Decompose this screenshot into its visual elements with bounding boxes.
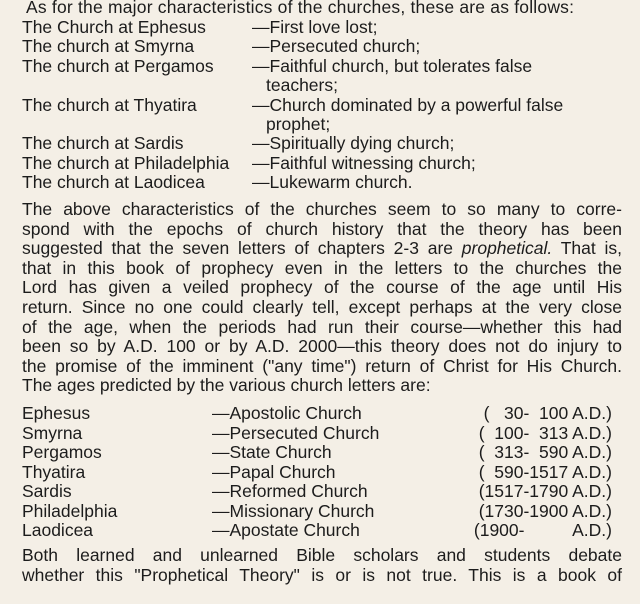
emphasized-word: prophetical.: [461, 238, 553, 259]
age-church: Sardis: [22, 481, 72, 501]
age-range: (1730-1900 A.D.): [478, 500, 612, 521]
paragraph-line: The above characteristics of the churches seem to so many to corre-: [22, 199, 622, 219]
age-period: —Papal Church: [212, 461, 336, 482]
age-church: Philadelphia: [22, 500, 118, 521]
table-row: [22, 521, 622, 541]
paragraph-line: the promise of the imminent ("any time") return of Christ for His Church.: [22, 355, 622, 376]
church-name: The church at Pergamos: [22, 55, 214, 76]
closing-paragraph: [22, 546, 622, 585]
characteristic-row: [22, 134, 622, 153]
age-church: Smyrna: [22, 422, 83, 443]
paragraph-line: Both learned and unlearned Bible scholars and students debate: [22, 545, 622, 565]
paragraph-line: suggested that the seven letters of chapters 2-3 are prophetical. That is,: [22, 238, 622, 259]
age-church: Pergamos: [22, 442, 102, 462]
age-range: ( 313- 590 A.D.): [478, 442, 612, 462]
age-range: (1900- A.D.): [473, 520, 612, 540]
paragraph-line: whether this "Prophetical Theory" is or is not true. This is a book of: [22, 564, 622, 585]
characteristic-row: [22, 96, 622, 115]
characteristic-row: [22, 37, 622, 56]
church-name: The church at Philadelphia: [22, 152, 230, 173]
characteristic-row: [22, 173, 622, 192]
age-range: (1517-1790 A.D.): [478, 481, 612, 501]
characteristic-row: [22, 18, 622, 37]
age-range: ( 590-1517 A.D.): [478, 461, 612, 482]
characteristics-list: [22, 18, 622, 193]
age-period: —Missionary Church: [212, 500, 375, 521]
age-church: Thyatira: [22, 461, 86, 482]
church-characteristic: —Faithful witnessing church;: [252, 152, 476, 173]
body-paragraph: [22, 200, 622, 396]
church-characteristic: —Church dominated by a powerful false: [252, 94, 564, 115]
paragraph-line: of the age, when the periods had run their course—whether this had: [22, 316, 622, 337]
age-range: ( 30- 100 A.D.): [483, 403, 612, 423]
age-period: —Apostolic Church: [212, 403, 362, 423]
church-characteristic-continued: prophet;: [266, 114, 331, 135]
table-row: [22, 482, 622, 502]
table-row: [22, 463, 622, 483]
table-row: [22, 404, 622, 424]
age-range: ( 100- 313 A.D.): [478, 422, 612, 443]
intro-line: As for the major characteristics of the churches, these are as follows:: [26, 0, 575, 17]
paragraph-line: return. Since no one could clearly tell, except perhaps at the very close: [22, 296, 622, 317]
church-name: The church at Smyrna: [22, 36, 195, 57]
characteristic-row-continued: [22, 115, 622, 134]
table-row: [22, 443, 622, 463]
age-church: Ephesus: [22, 403, 91, 423]
paragraph-line: spond with the epochs of church history that the theory has been: [22, 218, 622, 239]
church-characteristic: —Faithful church, but tolerates false: [252, 55, 533, 76]
church-characteristic: —Lukewarm church.: [252, 172, 413, 193]
age-period: —Persecuted Church: [212, 422, 380, 443]
church-ages-table: [22, 404, 622, 541]
church-name: The church at Thyatira: [22, 94, 197, 115]
church-characteristic-continued: teachers;: [266, 75, 338, 96]
church-name: The church at Sardis: [22, 133, 184, 154]
age-period: —Apostate Church: [212, 520, 360, 540]
church-characteristic: —Persecuted church;: [252, 36, 421, 57]
paragraph-line: Lord has given a veiled prophecy of the course of the age until His: [22, 277, 622, 298]
age-period: —State Church: [212, 442, 332, 462]
characteristic-row: [22, 57, 622, 76]
paragraph-line: been so by A.D. 100 or by A.D. 2000—this theory does not do injury to: [22, 336, 622, 357]
church-characteristic: —Spiritually dying church;: [252, 133, 455, 154]
paragraph-line: that in this book of prophecy even in the letters to the churches the: [22, 257, 622, 278]
table-row: [22, 424, 622, 444]
paragraph-line: The ages predicted by the various church letters are:: [22, 375, 431, 396]
church-characteristic: —First love lost;: [252, 17, 378, 37]
characteristic-row-continued: [22, 76, 622, 95]
age-period: —Reformed Church: [212, 481, 368, 501]
table-row: [22, 502, 622, 522]
age-church: Laodicea: [22, 520, 94, 540]
church-name: The Church at Ephesus: [22, 17, 206, 37]
church-name: The church at Laodicea: [22, 172, 205, 193]
characteristic-row: [22, 154, 622, 173]
